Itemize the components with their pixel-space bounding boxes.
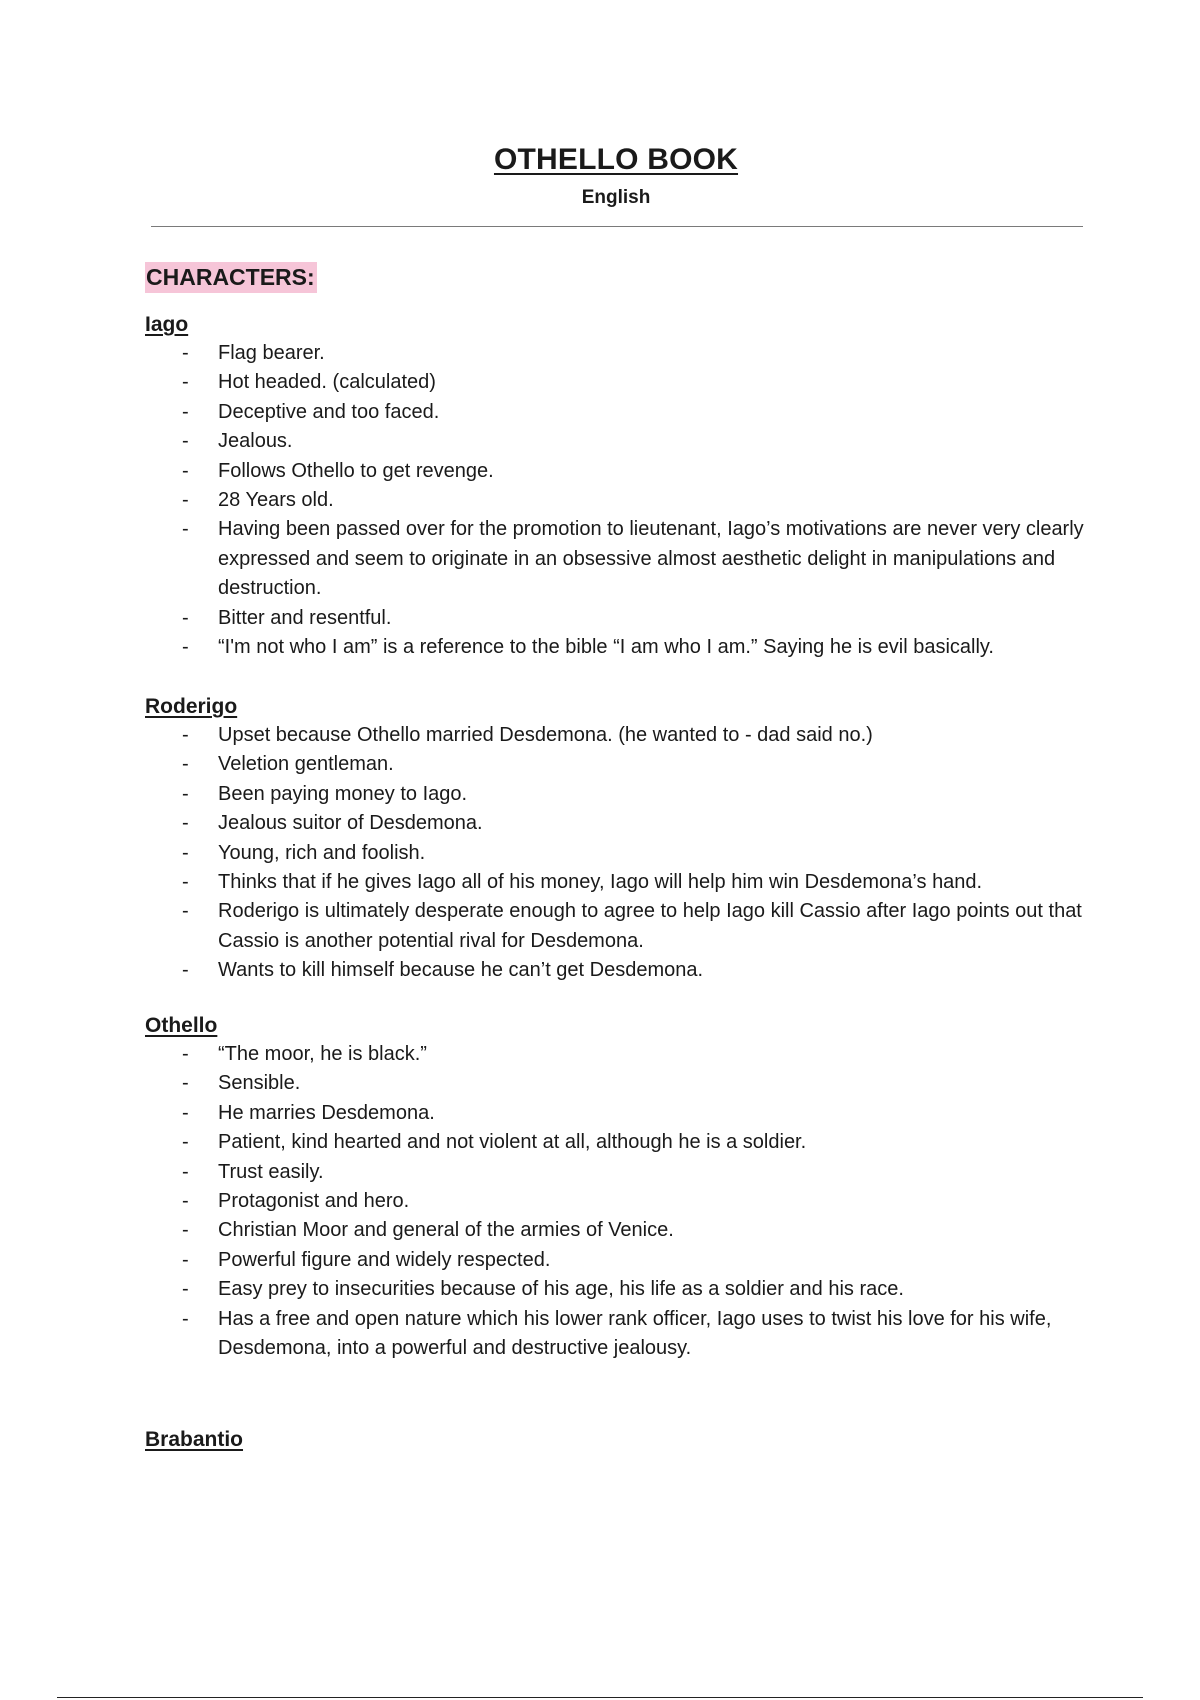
bullet-dash: - (182, 724, 189, 746)
title-divider (151, 226, 1083, 227)
trait-item (145, 809, 1085, 838)
trait-item (145, 604, 1085, 633)
trait-text: Powerful figure and widely respected. (218, 1248, 551, 1271)
trait-item (145, 515, 1085, 603)
trait-text: Jealous suitor of Desdemona. (218, 812, 483, 835)
trait-item (145, 868, 1085, 897)
trait-item (145, 1305, 1085, 1364)
trait-text: Young, rich and foolish. (218, 841, 426, 864)
bullet-dash: - (182, 636, 189, 659)
bullet-dash: - (182, 1131, 189, 1154)
trait-item (145, 1216, 1085, 1245)
trait-text: He marries Desdemona. (218, 1101, 435, 1124)
trait-item (145, 486, 1085, 515)
trait-text: Upset because Othello married Desdemona. (he wanted to - dad said no.) (218, 724, 873, 746)
bullet-dash: - (182, 812, 189, 835)
trait-item (145, 1275, 1085, 1304)
trait-item (145, 956, 1085, 985)
page-bottom-rule (57, 1697, 1143, 1698)
trait-text: “I'm not who I am” is a reference to the bible “I am who I am.” Saying he is evil basically. (218, 636, 994, 659)
character-name: Roderigo (145, 695, 238, 718)
trait-text: 28 Years old. (218, 489, 334, 512)
trait-text: Flag bearer. (218, 342, 325, 364)
trait-item (145, 1128, 1085, 1157)
trait-list (145, 339, 1085, 662)
trait-item (145, 339, 1085, 368)
trait-text: Thinks that if he gives Iago all of his money, Iago will help him win Desdemona’s hand. (218, 871, 983, 894)
trait-list (145, 721, 1085, 986)
bullet-dash: - (182, 782, 189, 805)
bullet-dash: - (182, 841, 189, 864)
bullet-dash: - (182, 900, 189, 923)
trait-item (145, 1246, 1085, 1275)
trait-item (145, 750, 1085, 779)
bullet-dash: - (182, 1160, 189, 1183)
bullet-dash: - (182, 959, 189, 982)
trait-item (145, 780, 1085, 809)
trait-item (145, 721, 1085, 750)
trait-text: Patient, kind hearted and not violent at all, although he is a soldier. (218, 1131, 807, 1154)
trait-text: Been paying money to Iago. (218, 782, 468, 805)
trait-text: Veletion gentleman. (218, 753, 394, 776)
trait-item (145, 398, 1085, 427)
bullet-dash: - (182, 371, 189, 394)
bullet-dash: - (182, 430, 189, 453)
trait-text: Deceptive and too faced. (218, 400, 440, 423)
trait-text: Protagonist and hero. (218, 1190, 410, 1213)
character-othello (145, 1012, 1085, 1363)
trait-item (145, 1040, 1085, 1069)
bullet-dash: - (182, 489, 189, 512)
bullet-dash: - (182, 1190, 189, 1213)
bullet-dash: - (182, 459, 189, 482)
character-name: Brabantio (145, 1428, 244, 1451)
character-name: Iago (145, 313, 189, 336)
trait-item (145, 1099, 1085, 1128)
bullet-dash: - (182, 1219, 189, 1242)
trait-text: Follows Othello to get revenge. (218, 459, 494, 482)
bullet-dash: - (182, 1072, 189, 1095)
trait-item (145, 839, 1085, 868)
characters-heading: CHARACTERS: (145, 262, 317, 293)
trait-item (145, 368, 1085, 397)
trait-text: Roderigo is ultimately desperate enough to agree to help Iago kill Cassio after Iago points out that Cassio is another potential rival for Desdemona. (218, 900, 1082, 952)
trait-item (145, 1158, 1085, 1187)
character-iago (145, 311, 1085, 662)
character-name: Othello (145, 1014, 218, 1037)
bullet-dash: - (182, 518, 189, 541)
trait-item (145, 427, 1085, 456)
trait-text: Sensible. (218, 1072, 301, 1095)
bullet-dash: - (182, 1248, 189, 1271)
character-roderigo (145, 693, 1085, 986)
trait-text: Trust easily. (218, 1160, 324, 1183)
trait-text: Hot headed. (calculated) (218, 371, 436, 394)
bullet-dash: - (182, 606, 189, 629)
trait-item (145, 633, 1085, 662)
bullet-dash: - (182, 400, 189, 423)
trait-item (145, 897, 1085, 956)
trait-item (145, 1069, 1085, 1098)
trait-text: Christian Moor and general of the armies of Venice. (218, 1219, 674, 1242)
bullet-dash: - (182, 1043, 189, 1065)
bullet-dash: - (182, 1101, 189, 1124)
document-title: OTHELLO BOOK (493, 143, 739, 176)
trait-item (145, 457, 1085, 486)
character-brabantio (145, 1426, 1085, 1454)
bullet-dash: - (182, 342, 189, 364)
trait-list (145, 1040, 1085, 1363)
bullet-dash: - (182, 753, 189, 776)
document-subtitle: English (581, 187, 651, 208)
bullet-dash: - (182, 1307, 189, 1330)
trait-text: Wants to kill himself because he can’t get Desdemona. (218, 959, 704, 982)
trait-text: Having been passed over for the promotion to lieutenant, Iago’s motivations are never very clearly expressed and seem to originate in an obsessive almost aesthetic delight in manipulations and destruction. (218, 518, 1084, 600)
trait-text: Bitter and resentful. (218, 606, 392, 629)
trait-text: Jealous. (218, 430, 293, 453)
trait-item (145, 1187, 1085, 1216)
trait-text: Has a free and open nature which his lower rank officer, Iago uses to twist his love for his wife, Desdemona, into a powerful and destructive jealousy. (218, 1307, 1052, 1360)
trait-text: “The moor, he is black.” (218, 1043, 427, 1065)
bullet-dash: - (182, 1278, 189, 1301)
trait-text: Easy prey to insecurities because of his age, his life as a soldier and his race. (218, 1278, 904, 1301)
bullet-dash: - (182, 871, 189, 894)
